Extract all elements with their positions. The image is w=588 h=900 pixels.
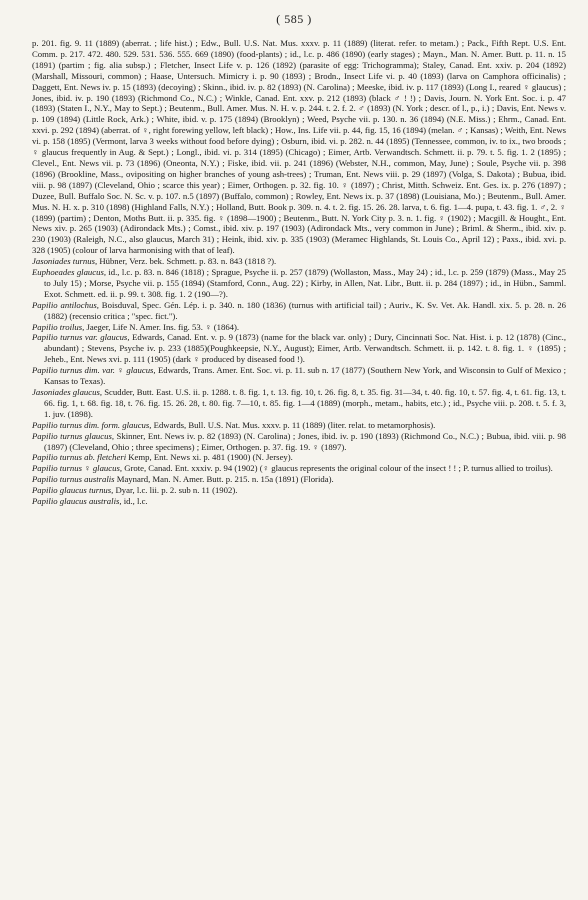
page-body: [32, 38, 566, 507]
entry-text: id., l.c. p. 83. n. 846 (1818) ; Sprague, Psyche ii. p. 257 (1879) (Wollaston, Mass., May 24) ; id., l.c. p. 259 (1879) (Mass., May 25 to July 15) ; Morse, Psyche vii. p. 155 (1894) (Stamford, Conn., Aug. 22) ; Kirby, in Allen, Nat. Libr., Butt. ii. p. 284 (1897) ; id., in Hübn., Samml. Exot. Schmett. ed. ii. p. 99. t. 308. fig. 1. 2 (190—?).: [44, 267, 566, 299]
entry-text: Dyar, l.c. lii. p. 2. sub n. 11 (1902).: [113, 485, 238, 496]
paragraph-5: [32, 322, 566, 333]
entry-text: Edwards, Bull. U.S. Nat. Mus. xxxv. p. 11 (1889) (liter. relat. to metamorphosis).: [151, 419, 436, 430]
entry-text: Skinner, Ent. News iv. p. 82 (1893) (N. Carolina) ; Jones, ibid. iv. p. 190 (1893) (Richmond Co., N.C.) ; Bubua, ibid. viii. p. 98 (1897) (Cleveland, Ohio ; three specimens) ; Eimer, Orthogen. p. 37. fig. 19. ♀ (1897).: [44, 430, 567, 452]
entry-text: Hübner, Verz. bek. Schmett. p. 83. n. 843 (1818 ?).: [97, 256, 277, 267]
paragraph-10: [32, 431, 566, 453]
page-number: ( 585 ): [276, 12, 312, 26]
entry-text: Grote, Canad. Ent. xxxiv. p. 94 (1902) (♀ glaucus represents the original colour of the insect ! ! ; P. turnus allied to troilus).: [122, 463, 553, 474]
paragraph-8: [32, 387, 566, 420]
entry-text: Edwards, Canad. Ent. v. p. 9 (1873) (name for the black var. only) ; Dury, Cincinnati Soc. Nat. Hist. i. p. 12 (1878) (Cinc., abundant) ; Stevens, Psyche iv. p. 233 (1885)(Poughkeepsie, N.Y., August); Eimer, Artb. Verwandtsch. Schmett. ii. p. 142. t. 8. fig. 1. ♀ (1895) ; Jeheb., Ent. News xvi. p. 111 (1905) (dark ♀ produced by diseased food !).: [44, 332, 566, 365]
paragraph-15: [32, 496, 566, 507]
entry-name: Jasoniades turnus,: [32, 256, 98, 267]
entry-name: Papilio turnus dim. var. ♀ glaucus,: [32, 365, 156, 376]
paragraph-11: [32, 452, 566, 463]
paragraph-14: [32, 485, 566, 496]
entry-name: Papilio turnus glaucus,: [32, 430, 115, 441]
paragraph-1: [32, 38, 566, 256]
entry-text: Edwards, Trans. Amer. Ent. Soc. vi. p. 11. sub n. 17 (1877) (Southern New York, and Wisconsin to Gulf of Mexico ; Kansas to Texas).: [44, 365, 566, 387]
entry-name: Papilio turnus var. glaucus,: [32, 332, 130, 343]
entry-name: Papilio turnus australis: [32, 474, 115, 485]
paragraph-12: [32, 463, 566, 474]
entry-text: Scudder, Butt. East. U.S. ii. p. 1288. t. 8. fig. 1, t. 13. fig. 10, t. 26. fig. 8, t. 35. fig. 31—34, t. 40. fig. 10, t. 57. fig. 4, t. 61. fig. 13, t. 66. fig. 1, t. 68. fig. 18, t. 76. fig. 15. 26. 28, t. 80. fig. 7—10, t. 85. fig. 1—4 (1889) (morph., metam., habits, etc.) ; id., Psyche viii. p. 208. t. 5. f. 3, 1. juv. (1898).: [44, 387, 566, 419]
entry-name: Papilio troilus,: [32, 321, 85, 332]
entry-name: Papilio glaucus australis,: [32, 496, 122, 507]
paragraph-4: [32, 300, 566, 322]
entry-text: id., l.c.: [121, 496, 148, 507]
paragraph-7: [32, 365, 566, 387]
paragraph-3: [32, 267, 566, 300]
entry-text: Boisduval, Spec. Gén. Lép. i. p. 340. n. 180 (1836) (turnus with artificial tail) ; Auriv., K. Sv. Vet. Ak. Handl. xix. 5. p. 28. n. 26 (1882) (recensio critica ; "spec. fict.").: [44, 299, 566, 321]
paragraph-2: [32, 256, 566, 267]
paragraph-6: [32, 332, 566, 365]
entry-name: Papilio turnus dim. form. glaucus,: [32, 419, 152, 430]
paragraph-9: [32, 420, 566, 431]
entry-text: Jaeger, Life N. Amer. Ins. fig. 53. ♀ (1864).: [84, 321, 240, 332]
entry-name: Euphoeades glaucus,: [32, 267, 107, 278]
entry-text: Maynard, Man. N. Amer. Butt. p. 215. n. 15a (1891) (Florida).: [114, 474, 334, 485]
entry-name: Papilio glaucus turnus,: [32, 485, 114, 496]
entry-name: Papilio antilochus,: [32, 299, 99, 310]
paragraph-13: [32, 474, 566, 485]
entry-name: Papilio turnus ♀ glaucus,: [32, 463, 123, 474]
entry-text: Kemp, Ent. News xi. p. 481 (1900) (N. Jersey).: [126, 452, 293, 463]
paragraph-text: p. 201. fig. 9. 11 (1889) (aberrat. ; life hist.) ; Edw., Bull. U.S. Nat. Mus. xxxv. p. 11 (1889) (literat. refer. to metam.) ; Pack., Fifth Rept. U.S. Ent. Comm. p. 217. 472. 480. 529. 531. 536. 555. 669 (1890) (food-plants) ; id., l.c. p. 486 (1890) (early stages) ; Mayn., Man. N. Amer. Butt. p. 11. n. 15 (1891) (partim ; fig. alia subsp.) ; Fletcher, Insect Life v. p. 126 (1892) (parasite of egg: Trichogramma); Staley, Canad. Ent. xxiv. p. 204 (1892) (Marshall, Missouri, common) ; Haase, Untersuch. Mimicry i. p. 90 (1893) ; Brodn., Insect Life vi. p. 40 (1893) (larva on Camphora officinalis) ; Daggett, Ent. News iv. p. 15 (1893) (decoying) ; Skinn., ibid. iv. p. 82 (1893) (N. Carolina) ; Meeske, ibid. iv. p. 117 (1893) (Long I., reared ♀ glaucus) ; Jones, ibid. iv. p. 190 (1893) (Richmond Co., N.C.) ; Winkle, Canad. Ent. xxv. p. 212 (1893) (black ♂ ! !) ; Davis, Journ. N. York Ent. Soc. i. p. 47 (1893) (Staten I., N.Y., May to Sept.) ; Beutenm., Bull. Amer. Mus. N. H. v. p. 244. t. 2. f. 2. ♂ (1893) (N. York ; descr. of l., p., i.) ; Davis, Ent. News v. p. 109 (1894) (Little Rock, Ark.) ; White, ibid. v. p. 175 (1894) (Brooklyn) ; Weed, Psyche vii. p. 130. n. 36 (1894) (N.E. Miss.) ; Ehrm., Canad. Ent. xxvi. p. 292 (1894) (aberrat. of ♀, right forewing yellow, left black) ; How., Ins. Life vii. p. 44, fig. 15, 16 (1894) (melan. ♂ ; Kansas) ; Weith, Ent. News vi. p. 158 (1895) (Vermont, larva 3 weeks without food before dying) ; Osburn, ibid. vi. p. 282. n. 44 (1895) (Tennessee, common, iv. to ix., two broods ; ♀ glaucus frequently in Aug. & Sept.) ; Longl., ibid. vi. p. 314 (1895) (Chicago) ; Eimer, Artb. Verwandtsch. Schmett. ii. p. 79. t. 5. fig. 1. 2 (1895) ; Clevel., Ent. News vii. p. 73 (1896) (Oneonta, N.Y.) ; Fiske, ibid. vii. p. 241 (1896) (Webster, N.H., common, May, June) ; Soule, Psyche vii. p. 398 (1896) (Brookline, Mass., ovipositing on higher branches of young ash-trees) ; Truman, Ent. News viii. p. 29 (1897) (Volga, S. Dakota) ; Bubua, ibid. viii. p. 98 (1897) (Cleveland, Ohio ; scarce this year) ; Eimer, Orthogen. p. 32. fig. 10. ♀ (1897) ; Christ, Mitth. Schweiz. Ent. Ges. ix. p. 276 (1897) ; Duzee, Bull. Buffalo Soc. N. Sc. v. p. 107. n.5 (1897) (Buffalo, common) ; Rowley, Ent. News ix. p. 37 (1898) (Louisiana, Mo.) ; Beutenm., Bull. Amer. Mus. N. H. x. p. 310 (1898) (Highland Falls, N.Y.) ; Holland, Butt. Book p. 309. n. 4. t. 2. fig. 15. 26. 28. larva, t. 6. fig. 1—4. pupa, t. 43. fig. 1. ♂, 2. ♀ (1899) (partim) ; Denton, Moths Butt. ii. p. 335. fig. ♀ (1898—1900) ; Beutenm., Butt. N. York City p. 3. n. 1. fig. ♀ (1902) ; Macgill. & Hought., Ent. News xiv. p. 265 (1903) (Adirondack Mts.) ; Comst., ibid. xiv. p. 197 (1903) (Adirondack Mts., very common in June) ; Briml. & Sherm., ibid. xiv. p. 230 (1903) (Raleigh, N.C., also glaucus, March 31) ; Heink, ibid. xiv. p. 335 (1903) (Meramec Highlands, St. Louis Co., April 12) ; Paxs., ibid. xvi. p. 328 (1905) (colour of larva harmonising with that of leaf).: [32, 38, 566, 256]
entry-name: Jasoniades glaucus,: [32, 387, 103, 397]
entry-name: Papilio turnus ab. fletcheri: [32, 452, 127, 463]
